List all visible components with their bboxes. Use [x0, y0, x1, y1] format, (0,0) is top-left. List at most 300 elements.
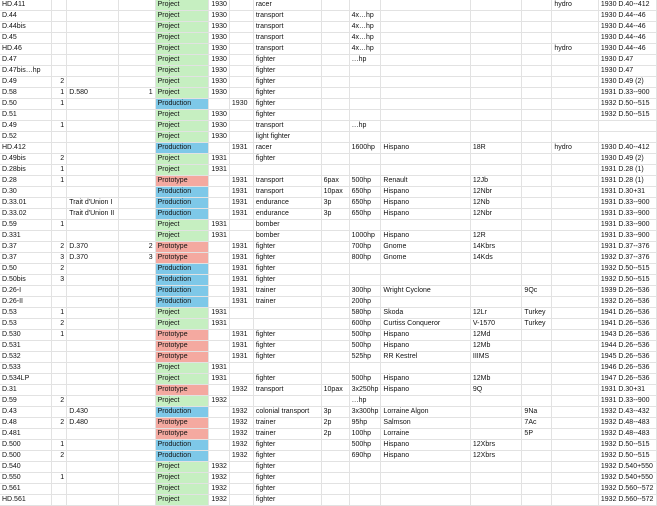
cell-crew[interactable] [321, 451, 349, 462]
cell-crew[interactable]: 6pax [321, 176, 349, 187]
cell-year-b[interactable] [229, 110, 253, 121]
cell-year-a[interactable] [209, 286, 230, 297]
cell-role[interactable] [253, 363, 321, 374]
cell-origin[interactable] [522, 44, 552, 55]
cell-engine-make[interactable]: Gnome [381, 253, 470, 264]
cell-engine-make[interactable]: Hispano [381, 187, 470, 198]
cell-crew[interactable] [321, 99, 349, 110]
cell-engine-model[interactable] [470, 396, 522, 407]
cell-engine-model[interactable] [470, 55, 522, 66]
cell-year-a[interactable] [209, 407, 230, 418]
cell-crew[interactable] [321, 440, 349, 451]
cell-sub-designation[interactable] [67, 154, 119, 165]
cell-count[interactable] [52, 55, 67, 66]
cell-status[interactable]: Project [155, 363, 209, 374]
cell-ref[interactable]: 1932 D.50--515 [598, 451, 656, 462]
cell-sub-designation[interactable] [67, 385, 119, 396]
cell-year-b[interactable] [229, 0, 253, 11]
cell-engine-make[interactable] [381, 88, 470, 99]
cell-year-a[interactable]: 1930 [209, 110, 230, 121]
cell-year-b[interactable]: 1931 [229, 297, 253, 308]
cell-year-b[interactable] [229, 132, 253, 143]
cell-sub-count[interactable] [119, 396, 155, 407]
cell-origin[interactable] [522, 88, 552, 99]
cell-engine-make[interactable] [381, 484, 470, 495]
cell-count[interactable]: 2 [52, 242, 67, 253]
cell-engine-make[interactable]: Hispano [381, 374, 470, 385]
cell-ref[interactable]: 1941 D.26--536 [598, 308, 656, 319]
cell-designation[interactable]: D.26-II [0, 297, 52, 308]
cell-count[interactable]: 2 [52, 319, 67, 330]
cell-status[interactable]: Prototype [155, 385, 209, 396]
cell-sub-designation[interactable] [67, 165, 119, 176]
cell-origin[interactable] [522, 396, 552, 407]
cell-count[interactable] [52, 110, 67, 121]
cell-year-a[interactable]: 1930 [209, 77, 230, 88]
cell-count[interactable] [52, 22, 67, 33]
cell-engine-model[interactable]: 12Xbrs [470, 440, 522, 451]
cell-count[interactable]: 3 [52, 275, 67, 286]
cell-variant[interactable] [552, 220, 599, 231]
cell-variant[interactable] [552, 253, 599, 264]
cell-power[interactable]: …hp [349, 55, 381, 66]
cell-count[interactable]: 2 [52, 396, 67, 407]
cell-sub-designation[interactable] [67, 231, 119, 242]
cell-engine-model[interactable] [470, 88, 522, 99]
cell-origin[interactable] [522, 187, 552, 198]
cell-sub-count[interactable] [119, 473, 155, 484]
cell-power[interactable]: 3x300hp [349, 407, 381, 418]
cell-year-b[interactable] [229, 66, 253, 77]
cell-designation[interactable]: D.37 [0, 242, 52, 253]
cell-engine-model[interactable]: 12Nbr [470, 209, 522, 220]
cell-origin[interactable] [522, 440, 552, 451]
cell-origin[interactable] [522, 297, 552, 308]
cell-year-b[interactable] [229, 33, 253, 44]
cell-variant[interactable] [552, 418, 599, 429]
cell-designation[interactable]: D.45 [0, 33, 52, 44]
cell-designation[interactable]: D.28bis [0, 165, 52, 176]
cell-engine-model[interactable] [470, 429, 522, 440]
cell-ref[interactable]: 1931 D.33--900 [598, 231, 656, 242]
cell-role[interactable] [253, 308, 321, 319]
cell-year-a[interactable]: 1931 [209, 319, 230, 330]
cell-count[interactable]: 1 [52, 88, 67, 99]
cell-sub-count[interactable] [119, 407, 155, 418]
cell-sub-designation[interactable] [67, 462, 119, 473]
cell-origin[interactable] [522, 231, 552, 242]
cell-role[interactable]: fighter [253, 264, 321, 275]
cell-variant[interactable] [552, 484, 599, 495]
cell-origin[interactable] [522, 143, 552, 154]
cell-engine-model[interactable] [470, 418, 522, 429]
cell-sub-count[interactable] [119, 110, 155, 121]
cell-engine-make[interactable]: Hispano [381, 209, 470, 220]
cell-engine-make[interactable] [381, 363, 470, 374]
cell-year-b[interactable]: 1932 [229, 451, 253, 462]
cell-engine-model[interactable]: 12Jb [470, 176, 522, 187]
cell-crew[interactable] [321, 143, 349, 154]
cell-count[interactable] [52, 429, 67, 440]
cell-crew[interactable] [321, 154, 349, 165]
cell-count[interactable] [52, 198, 67, 209]
cell-crew[interactable] [321, 220, 349, 231]
cell-count[interactable] [52, 374, 67, 385]
cell-sub-count[interactable] [119, 275, 155, 286]
cell-status[interactable]: Production [155, 451, 209, 462]
cell-crew[interactable]: 3p [321, 407, 349, 418]
cell-origin[interactable] [522, 154, 552, 165]
cell-engine-model[interactable] [470, 495, 522, 506]
cell-year-a[interactable]: 1930 [209, 55, 230, 66]
cell-power[interactable]: 600hp [349, 319, 381, 330]
cell-count[interactable]: 1 [52, 308, 67, 319]
cell-variant[interactable] [552, 11, 599, 22]
cell-role[interactable]: fighter [253, 341, 321, 352]
cell-variant[interactable] [552, 495, 599, 506]
cell-crew[interactable] [321, 165, 349, 176]
cell-ref[interactable]: 1941 D.26--536 [598, 319, 656, 330]
cell-ref[interactable]: 1932 D.26--536 [598, 297, 656, 308]
cell-origin[interactable] [522, 264, 552, 275]
cell-origin[interactable] [522, 473, 552, 484]
cell-variant[interactable] [552, 176, 599, 187]
cell-sub-count[interactable] [119, 363, 155, 374]
cell-status[interactable]: Project [155, 132, 209, 143]
cell-crew[interactable]: 3p [321, 198, 349, 209]
cell-variant[interactable] [552, 22, 599, 33]
cell-crew[interactable] [321, 330, 349, 341]
cell-engine-make[interactable]: Hispano [381, 440, 470, 451]
cell-sub-designation[interactable] [67, 473, 119, 484]
cell-year-b[interactable]: 1931 [229, 143, 253, 154]
cell-sub-count[interactable]: 1 [119, 88, 155, 99]
cell-sub-designation[interactable] [67, 121, 119, 132]
cell-role[interactable]: fighter [253, 440, 321, 451]
cell-count[interactable] [52, 363, 67, 374]
cell-variant[interactable] [552, 187, 599, 198]
cell-role[interactable]: fighter [253, 110, 321, 121]
cell-crew[interactable] [321, 264, 349, 275]
cell-ref[interactable]: 1932 D.48--483 [598, 429, 656, 440]
cell-power[interactable] [349, 77, 381, 88]
cell-power[interactable]: …hp [349, 396, 381, 407]
cell-sub-count[interactable] [119, 33, 155, 44]
cell-engine-make[interactable] [381, 462, 470, 473]
cell-variant[interactable] [552, 308, 599, 319]
cell-power[interactable]: 500hp [349, 341, 381, 352]
cell-sub-count[interactable] [119, 220, 155, 231]
cell-designation[interactable]: D.50 [0, 99, 52, 110]
cell-count[interactable]: 1 [52, 330, 67, 341]
cell-status[interactable]: Production [155, 275, 209, 286]
cell-role[interactable]: trainer [253, 297, 321, 308]
cell-ref[interactable]: 1930 D.44--46 [598, 44, 656, 55]
cell-status[interactable]: Project [155, 88, 209, 99]
cell-engine-make[interactable]: Lorraine [381, 429, 470, 440]
cell-role[interactable]: colonial transport [253, 407, 321, 418]
cell-status[interactable]: Prototype [155, 330, 209, 341]
cell-count[interactable] [52, 484, 67, 495]
cell-sub-count[interactable] [119, 187, 155, 198]
cell-status[interactable]: Project [155, 473, 209, 484]
cell-engine-make[interactable] [381, 297, 470, 308]
cell-count[interactable] [52, 0, 67, 11]
cell-power[interactable]: 100hp [349, 429, 381, 440]
cell-sub-count[interactable] [119, 374, 155, 385]
cell-origin[interactable] [522, 451, 552, 462]
cell-status[interactable]: Project [155, 77, 209, 88]
cell-crew[interactable] [321, 286, 349, 297]
cell-origin[interactable]: 9Na [522, 407, 552, 418]
cell-engine-model[interactable] [470, 77, 522, 88]
cell-count[interactable] [52, 495, 67, 506]
cell-year-a[interactable]: 1931 [209, 165, 230, 176]
cell-sub-count[interactable] [119, 231, 155, 242]
cell-status[interactable]: Prototype [155, 429, 209, 440]
cell-origin[interactable] [522, 110, 552, 121]
cell-sub-designation[interactable]: D.580 [67, 88, 119, 99]
cell-origin[interactable] [522, 253, 552, 264]
cell-designation[interactable]: D.534LP [0, 374, 52, 385]
cell-crew[interactable] [321, 341, 349, 352]
cell-role[interactable]: fighter [253, 77, 321, 88]
cell-role[interactable]: transport [253, 385, 321, 396]
cell-year-a[interactable] [209, 209, 230, 220]
cell-sub-count[interactable] [119, 440, 155, 451]
cell-crew[interactable] [321, 33, 349, 44]
cell-sub-designation[interactable] [67, 297, 119, 308]
cell-power[interactable]: …hp [349, 121, 381, 132]
cell-sub-designation[interactable]: D.370 [67, 253, 119, 264]
cell-role[interactable] [253, 319, 321, 330]
cell-year-a[interactable]: 1931 [209, 220, 230, 231]
cell-crew[interactable] [321, 242, 349, 253]
cell-engine-make[interactable]: Hispano [381, 198, 470, 209]
cell-year-a[interactable]: 1931 [209, 363, 230, 374]
cell-variant[interactable] [552, 110, 599, 121]
cell-variant[interactable] [552, 275, 599, 286]
cell-year-a[interactable]: 1930 [209, 11, 230, 22]
cell-designation[interactable]: D.33.02 [0, 209, 52, 220]
cell-power[interactable]: 500hp [349, 374, 381, 385]
cell-designation[interactable]: D.31 [0, 385, 52, 396]
cell-origin[interactable] [522, 33, 552, 44]
cell-year-b[interactable] [229, 462, 253, 473]
cell-year-a[interactable] [209, 297, 230, 308]
cell-status[interactable]: Production [155, 440, 209, 451]
cell-year-b[interactable]: 1932 [229, 440, 253, 451]
cell-designation[interactable]: D.50bis [0, 275, 52, 286]
cell-designation[interactable]: D.49 [0, 77, 52, 88]
cell-count[interactable] [52, 341, 67, 352]
cell-status[interactable]: Project [155, 0, 209, 11]
cell-year-a[interactable] [209, 341, 230, 352]
cell-sub-designation[interactable] [67, 176, 119, 187]
cell-variant[interactable] [552, 88, 599, 99]
cell-power[interactable] [349, 99, 381, 110]
cell-sub-count[interactable] [119, 198, 155, 209]
cell-sub-count[interactable] [119, 286, 155, 297]
cell-designation[interactable]: HD.561 [0, 495, 52, 506]
cell-variant[interactable] [552, 154, 599, 165]
cell-year-a[interactable]: 1932 [209, 484, 230, 495]
cell-count[interactable]: 1 [52, 440, 67, 451]
cell-power[interactable] [349, 495, 381, 506]
cell-origin[interactable] [522, 462, 552, 473]
cell-year-a[interactable] [209, 385, 230, 396]
cell-engine-make[interactable] [381, 44, 470, 55]
cell-engine-make[interactable] [381, 495, 470, 506]
cell-role[interactable]: fighter [253, 88, 321, 99]
cell-power[interactable]: 650hp [349, 209, 381, 220]
cell-variant[interactable] [552, 330, 599, 341]
cell-ref[interactable]: 1932 D.50--515 [598, 264, 656, 275]
cell-status[interactable]: Production [155, 297, 209, 308]
cell-engine-model[interactable] [470, 286, 522, 297]
cell-count[interactable]: 1 [52, 165, 67, 176]
cell-engine-model[interactable] [470, 297, 522, 308]
cell-crew[interactable] [321, 44, 349, 55]
cell-status[interactable]: Project [155, 396, 209, 407]
cell-engine-model[interactable]: V-1570 [470, 319, 522, 330]
cell-crew[interactable] [321, 66, 349, 77]
cell-count[interactable]: 1 [52, 99, 67, 110]
cell-origin[interactable] [522, 11, 552, 22]
cell-engine-make[interactable] [381, 132, 470, 143]
cell-designation[interactable]: D.540 [0, 462, 52, 473]
cell-status[interactable]: Project [155, 66, 209, 77]
cell-power[interactable] [349, 88, 381, 99]
cell-year-a[interactable]: 1930 [209, 121, 230, 132]
cell-designation[interactable]: D.48 [0, 418, 52, 429]
cell-designation[interactable]: D.37 [0, 253, 52, 264]
cell-year-b[interactable]: 1931 [229, 176, 253, 187]
cell-ref[interactable]: 1932 D.50--515 [598, 440, 656, 451]
cell-sub-designation[interactable]: D.430 [67, 407, 119, 418]
cell-variant[interactable] [552, 66, 599, 77]
cell-year-b[interactable]: 1931 [229, 242, 253, 253]
cell-year-b[interactable] [229, 484, 253, 495]
cell-status[interactable]: Project [155, 121, 209, 132]
cell-sub-count[interactable] [119, 319, 155, 330]
cell-crew[interactable]: 10pax [321, 385, 349, 396]
cell-ref[interactable]: 1932 D.50--515 [598, 275, 656, 286]
cell-sub-designation[interactable] [67, 330, 119, 341]
cell-sub-count[interactable] [119, 264, 155, 275]
cell-designation[interactable]: HD.46 [0, 44, 52, 55]
cell-variant[interactable] [552, 198, 599, 209]
cell-engine-make[interactable] [381, 0, 470, 11]
cell-variant[interactable] [552, 121, 599, 132]
cell-origin[interactable] [522, 77, 552, 88]
cell-designation[interactable]: HD.411 [0, 0, 52, 11]
cell-variant[interactable] [552, 55, 599, 66]
cell-power[interactable]: 500hp [349, 440, 381, 451]
cell-ref[interactable]: 1930 D.47 [598, 55, 656, 66]
cell-year-b[interactable] [229, 77, 253, 88]
cell-year-a[interactable]: 1931 [209, 374, 230, 385]
cell-engine-make[interactable] [381, 473, 470, 484]
cell-power[interactable] [349, 484, 381, 495]
cell-status[interactable]: Project [155, 319, 209, 330]
cell-sub-count[interactable] [119, 154, 155, 165]
cell-year-a[interactable] [209, 275, 230, 286]
cell-crew[interactable] [321, 473, 349, 484]
cell-role[interactable]: fighter [253, 462, 321, 473]
cell-sub-count[interactable] [119, 418, 155, 429]
cell-engine-make[interactable]: Lorraine Algon [381, 407, 470, 418]
cell-role[interactable]: transport [253, 176, 321, 187]
cell-power[interactable]: 4x…hp [349, 11, 381, 22]
cell-sub-count[interactable] [119, 352, 155, 363]
cell-origin[interactable] [522, 242, 552, 253]
cell-designation[interactable]: D.481 [0, 429, 52, 440]
cell-engine-make[interactable]: Hispano [381, 330, 470, 341]
cell-engine-make[interactable]: Renault [381, 176, 470, 187]
cell-crew[interactable] [321, 297, 349, 308]
cell-role[interactable]: transport [253, 33, 321, 44]
cell-year-b[interactable] [229, 374, 253, 385]
cell-crew[interactable] [321, 0, 349, 11]
cell-count[interactable]: 3 [52, 253, 67, 264]
cell-role[interactable]: fighter [253, 275, 321, 286]
cell-ref[interactable]: 1947 D.26--536 [598, 374, 656, 385]
cell-engine-make[interactable] [381, 22, 470, 33]
cell-sub-designation[interactable] [67, 110, 119, 121]
cell-power[interactable]: 300hp [349, 286, 381, 297]
cell-count[interactable]: 2 [52, 418, 67, 429]
cell-role[interactable]: fighter [253, 242, 321, 253]
cell-power[interactable]: 1600hp [349, 143, 381, 154]
cell-ref[interactable]: 1930 D.40--412 [598, 143, 656, 154]
cell-count[interactable]: 1 [52, 220, 67, 231]
cell-power[interactable] [349, 473, 381, 484]
cell-sub-count[interactable] [119, 297, 155, 308]
cell-role[interactable]: endurance [253, 209, 321, 220]
cell-year-a[interactable] [209, 253, 230, 264]
cell-year-a[interactable] [209, 418, 230, 429]
cell-origin[interactable] [522, 374, 552, 385]
cell-engine-model[interactable] [470, 44, 522, 55]
cell-sub-count[interactable] [119, 495, 155, 506]
cell-engine-model[interactable]: 12Xbrs [470, 451, 522, 462]
cell-engine-make[interactable] [381, 264, 470, 275]
cell-count[interactable]: 2 [52, 154, 67, 165]
cell-ref[interactable]: 1931 D.28 (1) [598, 165, 656, 176]
cell-year-a[interactable] [209, 176, 230, 187]
cell-status[interactable]: Production [155, 209, 209, 220]
cell-count[interactable] [52, 462, 67, 473]
cell-sub-designation[interactable] [67, 77, 119, 88]
cell-sub-designation[interactable] [67, 363, 119, 374]
cell-crew[interactable] [321, 55, 349, 66]
cell-year-a[interactable] [209, 330, 230, 341]
cell-power[interactable]: 500hp [349, 176, 381, 187]
cell-role[interactable]: transport [253, 11, 321, 22]
cell-crew[interactable] [321, 495, 349, 506]
cell-role[interactable]: fighter [253, 99, 321, 110]
cell-crew[interactable] [321, 121, 349, 132]
cell-power[interactable]: 650hp [349, 198, 381, 209]
cell-year-b[interactable] [229, 55, 253, 66]
cell-role[interactable] [253, 396, 321, 407]
cell-engine-model[interactable] [470, 66, 522, 77]
cell-year-b[interactable]: 1931 [229, 352, 253, 363]
cell-crew[interactable] [321, 11, 349, 22]
cell-sub-count[interactable] [119, 451, 155, 462]
cell-sub-designation[interactable] [67, 495, 119, 506]
